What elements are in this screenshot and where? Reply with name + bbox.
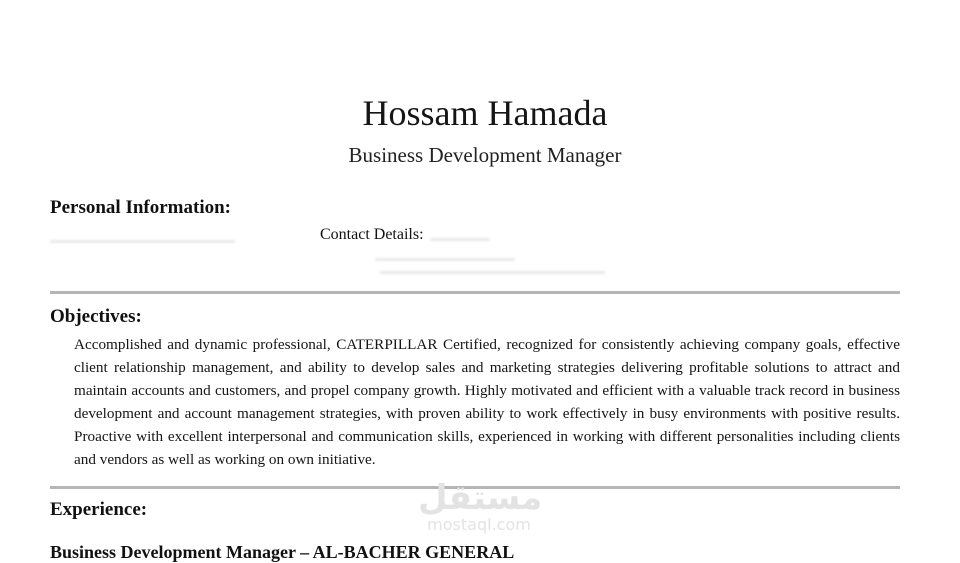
role-subtitle: Business Development Manager (348, 143, 622, 167)
redacted-contact-line-2 (375, 258, 515, 261)
experience-job-title-cutoff: Business Development Manager – AL-BACHER GENERAL (50, 542, 515, 562)
name-heading: Hossam Hamada (362, 93, 608, 133)
objectives-paragraph: Accomplished and dynamic professional, CATERPILLAR Certified, recognized for consistently achieving company goals, effective client relationship management, and ability to develop sales and marketing strategies delivering profitable solutions to attract and maintain accounts and customers, and propel company growth. Highly motivated and efficient with a valuable track record in business development and account management strategies, with proven ability to work effectively in busy environments with positive results. Proactive with excellent interpersonal and communication skills, experienced in working with different personalities including clients and vendors as well as working on own initiative. (74, 336, 900, 468)
watermark-arabic: مستقل (418, 478, 543, 518)
objectives-heading: Objectives: (50, 306, 142, 327)
redacted-personal-info (50, 240, 235, 243)
mostaql-watermark (418, 478, 543, 534)
contact-details-label: Contact Details: (320, 226, 424, 243)
section-divider (50, 291, 900, 294)
experience-heading: Experience: (50, 499, 148, 520)
watermark-latin: mostaql.com (427, 515, 531, 534)
redacted-contact-line-1 (430, 238, 490, 241)
personal-information-heading: Personal Information: (50, 197, 232, 218)
redacted-contact-line-3 (380, 271, 605, 274)
